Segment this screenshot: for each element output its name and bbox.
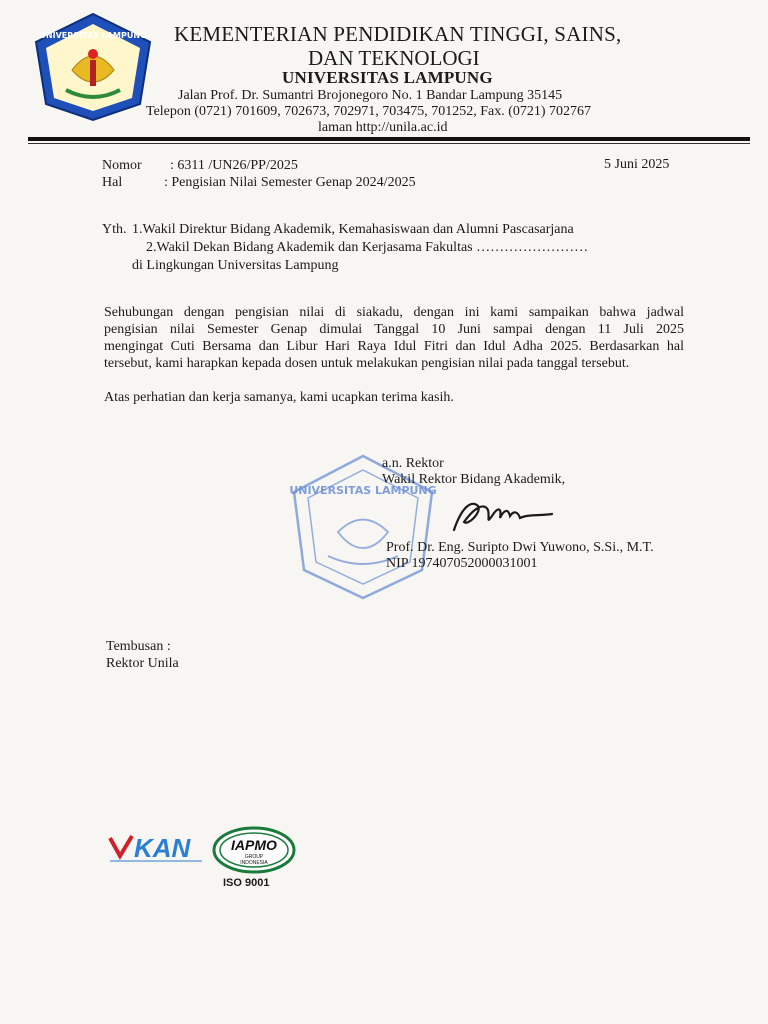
svg-text:INDONESIA: INDONESIA	[240, 860, 268, 866]
iapmo-logo	[212, 826, 296, 874]
website-line[interactable]: laman http://unila.ac.id	[318, 120, 448, 135]
signature-position: Wakil Rektor Bidang Akademik,	[382, 472, 566, 487]
cc-item: Rektor Unila	[106, 656, 179, 671]
signatory-nip: NIP 197407052000031001	[386, 556, 538, 571]
recipient-prefix: Yth.	[102, 222, 127, 237]
nomor-value: : 6311 /UN26/PP/2025	[170, 158, 298, 173]
hal-value: : Pengisian Nilai Semester Genap 2024/2025	[164, 175, 416, 190]
address-line: Jalan Prof. Dr. Sumantri Brojonegoro No. 1 Bandar Lampung 35145	[178, 88, 563, 103]
letterhead-divider-thin	[28, 143, 750, 144]
kan-logo	[108, 830, 204, 864]
svg-text:GROUP: GROUP	[244, 854, 264, 860]
nomor-label: Nomor	[102, 158, 142, 173]
hal-label: Hal	[102, 175, 123, 190]
phone-line: Telepon (0721) 701609, 702673, 702971, 703475, 701252, Fax. (0721) 702767	[146, 104, 592, 119]
handwritten-signature	[448, 496, 558, 536]
recipient-item-2: 2.Wakil Dekan Bidang Akademik dan Kerjasama Fakultas ……………………	[146, 240, 589, 255]
closing-line: Atas perhatian dan kerja samanya, kami ucapkan terima kasih.	[104, 390, 454, 405]
svg-text:KAN: KAN	[134, 833, 191, 863]
svg-text:IAPMO: IAPMO	[231, 837, 277, 853]
university-logo	[32, 12, 154, 122]
body-line-4: tersebut, kami harapkan kepada dosen untuk melakukan pengisian nilai pada tanggal tersebut.	[104, 356, 630, 371]
body-line-1: Sehubungan dengan pengisian nilai di siakadu, dengan ini kami sampaikan bahwa jadwal	[104, 305, 684, 320]
svg-text:UNIVERSITAS LAMPUNG: UNIVERSITAS LAMPUNG	[289, 484, 437, 497]
iso-certification-label: ISO 9001	[223, 877, 270, 889]
body-line-2: pengisian nilai Semester Genap dimulai Tanggal 10 Juni sampai dengan 11 Juli 2025	[104, 322, 684, 337]
ministry-line-2: DAN TEKNOLOGI	[308, 46, 480, 70]
recipient-location: di Lingkungan Universitas Lampung	[132, 258, 339, 273]
signatory-name: Prof. Dr. Eng. Suripto Dwi Yuwono, S.Si., M.T.	[386, 540, 654, 555]
ministry-line-1: KEMENTERIAN PENDIDIKAN TINGGI, SAINS,	[174, 22, 622, 46]
cc-label: Tembusan :	[106, 639, 171, 654]
recipient-item-1: 1.Wakil Direktur Bidang Akademik, Kemahasiswaan dan Alumni Pascasarjana	[132, 222, 574, 237]
svg-text:UNIVERSITAS LAMPUNG: UNIVERSITAS LAMPUNG	[39, 31, 147, 40]
letterhead-divider	[28, 137, 750, 141]
signature-on-behalf: a.n. Rektor	[382, 456, 444, 471]
university-name: UNIVERSITAS LAMPUNG	[282, 68, 493, 87]
letter-date: 5 Juni 2025	[604, 157, 670, 172]
body-line-3: mengingat Cuti Bersama dan Libur Hari Raya Idul Fitri dan Idul Adha 2025. Berdasarkan hal	[104, 339, 684, 354]
